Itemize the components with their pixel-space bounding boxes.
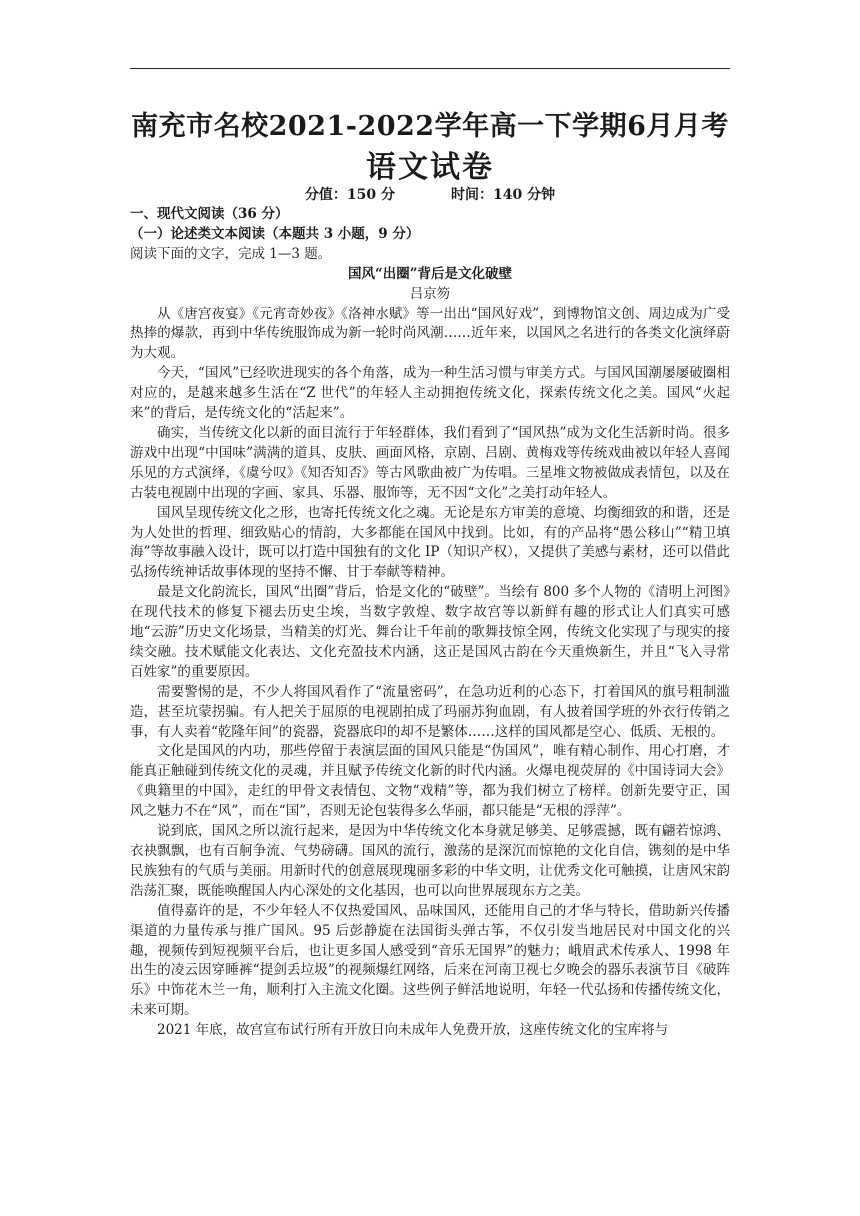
article-paragraph: 国风呈现传统文化之形，也寄托传统文化之魂。无论是东方审美的意境、均衡细致的和谐，还是为人处世的哲理、细致贴心的情韵，大多都能在国风中找到。比如，有的产品将“愚公移山”“精卫填海”等故事融入设计，既可以打造中国独有的文化 IP（知识产权），又提供了美感与素材，还可以借此弘扬传统神话故事体现的坚持不懈、甘于奉献等精神。 (130, 504, 730, 581)
instruction-text: 阅读下面的文字，完成 1—3 题。 (130, 245, 332, 262)
exam-meta (0, 184, 860, 204)
score-label: 分值：150 分 (304, 187, 395, 203)
time-label: 时间：140 分钟 (451, 187, 556, 203)
article-title: 国风“出圈”背后是文化破壁 (347, 265, 513, 282)
article-paragraph: 最是文化韵流长，国风“出圈”背后，恰是文化的“破壁”。当绘有 800 多个人物的《清明上河图》在现代技术的修复下褪去历史尘埃，当数字敦煌、数字故宫等以新鲜有趣的形式让人们真实可感地“云游”历史文化场景，当精美的灯光、舞台让千年前的歌舞技惊全网，传统文化实现了与现实的接续交融。技术赋能文化表达、文化充盈技术内涵，这正是国风古韵在今天重焕新生，并且“飞入寻常百姓家”的重要原因。 (130, 584, 730, 680)
article-paragraph: 值得嘉许的是，不少年轻人不仅热爱国风、品味国风，还能用自己的才华与特长，借助新兴传播渠道的力量传承与推广国风。95 后彭静旋在法国街头弹古筝，不仅引发当地居民对中国文化的兴趣，视频传到短视频平台后，也让更多国人感受到“音乐无国界”的魅力；峨眉武术传承人、1998 年出生的凌云因穿睡裤“提剑丢垃圾”的视频爆红网络，后来在河南卫视七夕晚会的器乐表演节目《破阵乐》中饰花木兰一角，顺利打入主流文化圈。这些例子鲜活地说明，年轻一代弘扬和传播传统文化，未来可期。 (130, 902, 730, 1019)
article-author: 吕京笏 (409, 285, 451, 302)
header-rule (130, 68, 730, 69)
article-paragraph: 文化是国风的内功，那些停留于表演层面的国风只能是“伪国风”，唯有精心制作、用心打磨，才能真正触碰到传统文化的灵魂，并且赋予传统文化新的时代内涵。火爆电视荧屏的《中国诗词大会》《典籍里的中国》，走红的甲骨文表情包、文物“戏精”等，都为我们树立了榜样。创新先要守正，国风之魅力不在“风”，而在“国”，否则无论包装得多么华丽，都只能是“无根的浮萍”。 (130, 743, 730, 820)
subsection-heading: （一）论述类文本阅读（本题共 3 小题，9 分） (130, 225, 420, 242)
article-paragraph: 今天，“国风”已经吹进现实的各个角落，成为一种生活习惯与审美方式。与国风国潮屡屡破圈相对应的，是越来越多生活在“Z 世代”的年轻人主动拥抱传统文化，探索传统文化之美。国风“火起来”的背后，是传统文化的“活起来”。 (130, 365, 730, 422)
article-paragraph: 从《唐宫夜宴》《元宵奇妙夜》《洛神水赋》等一出出“国风好戏”，到博物馆文创、周边成为广受热捧的爆款，再到中华传统服饰成为新一轮时尚风潮……近年来，以国风之名进行的各类文化演绎蔚为大观。 (130, 305, 730, 362)
exam-subject-title: 语文试卷 (366, 150, 494, 185)
article-paragraph: 需要警惕的是，不少人将国风看作了“流量密码”，在急功近利的心态下，打着国风的旗号粗制滥造，甚至坑蒙拐骗。有人把关于屈原的电视剧拍成了玛丽苏狗血剧，有人披着国学班的外衣行传销之事，有人卖着“乾隆年间”的瓷器，瓷器底印的却不是繁体……这样的国风都是空心、低质、无根的。 (130, 683, 730, 740)
exam-title: 南充市名校2021-2022学年高一下学期6月月考 (131, 111, 729, 142)
section-heading: 一、现代文阅读（36 分） (130, 206, 289, 222)
article-paragraph: 说到底，国风之所以流行起来，是因为中华传统文化本身就足够美、足够震撼，既有翩若惊鸿、衣袂飘飘，也有百舸争流、气势磅礴。国风的流行，激荡的是深沉而惊艳的文化自信，镌刻的是中华民族独有的气质与美丽。用新时代的创意展现瑰丽多彩的中华文明，让优秀文化可触摸，让唐风宋韵浩荡汇聚，既能唤醒国人内心深处的文化基因，也可以向世界展现东方之美。 (130, 823, 730, 899)
article-paragraph: 2021 年底，故宫宣布试行所有开放日向未成年人免费开放，这座传统文化的宝库将与 (157, 1022, 669, 1039)
article-paragraph: 确实，当传统文化以新的面目流行于年轻群体，我们看到了“国风热”成为文化生活新时尚。很多游戏中出现“中国味”满满的道具、皮肤、画面风格，京剧、吕剧、黄梅戏等传统戏曲被以年轻人喜闻乐见的方式演绎，《虞兮叹》《知否知否》等古风歌曲被广为传唱。三星堆文物被做成表情包，以及在古装电视剧中出现的字画、家具、乐器、服饰等，无不因“文化”之美打动年轻人。 (130, 424, 730, 501)
exam-content (130, 205, 730, 1041)
